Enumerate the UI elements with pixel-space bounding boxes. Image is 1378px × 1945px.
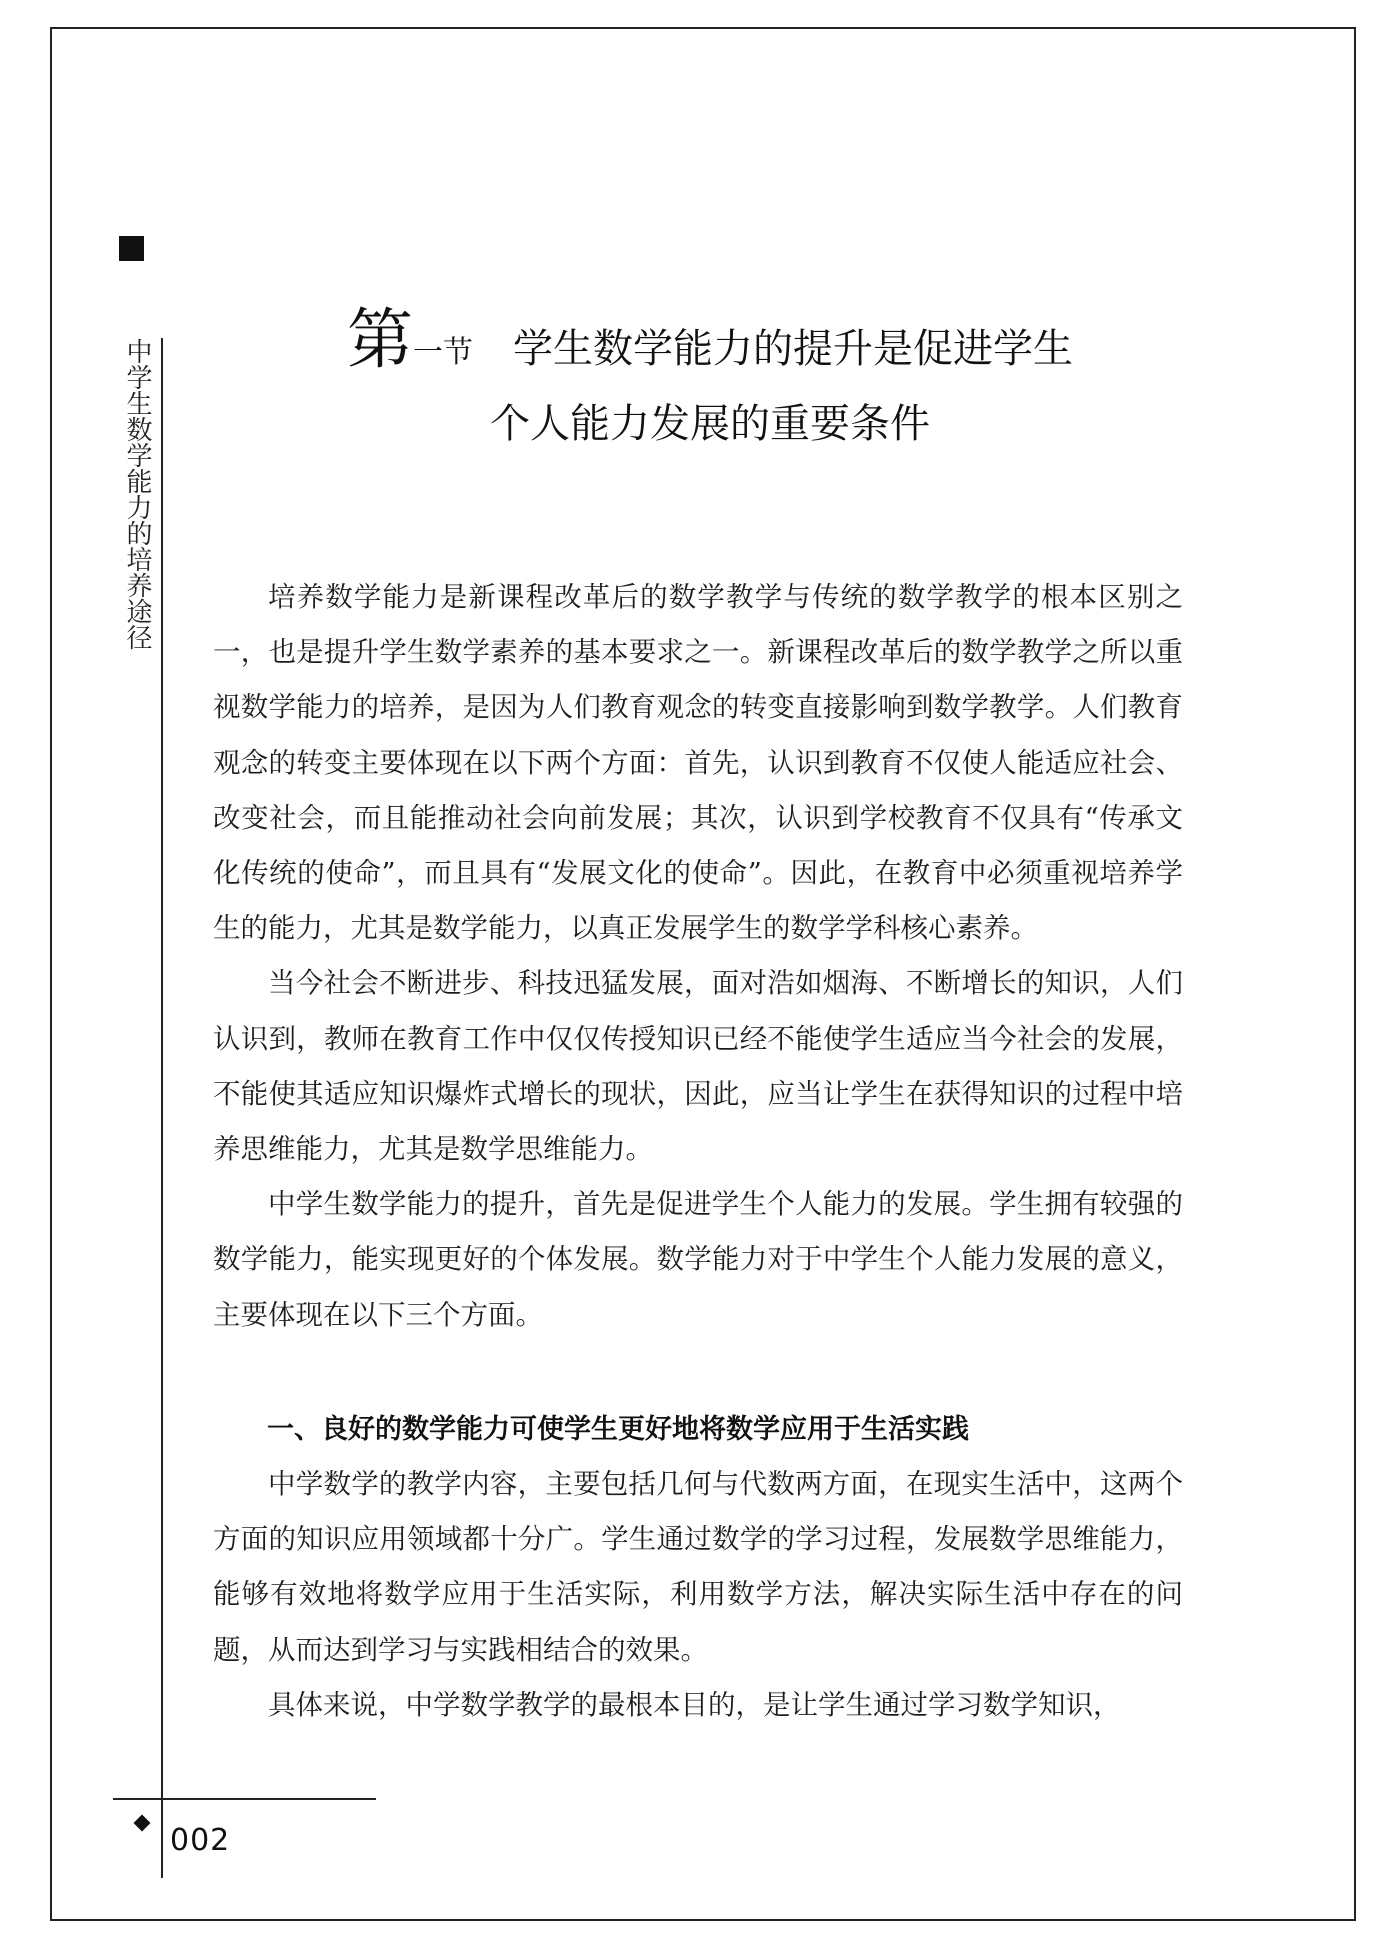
running-book-title: 中学生数学能力的培养途径 — [122, 338, 152, 650]
section-title-line2: 个人能力发展的重要条件 — [490, 401, 930, 447]
subsection-heading: 一、良好的数学能力可使学生更好地将数学应用于生活实践 — [267, 1413, 969, 1445]
section-heading-line1 — [210, 300, 1210, 380]
sidebar-vertical-rule — [161, 338, 163, 1878]
section-number-rest: 一节 — [413, 335, 473, 370]
body-paragraph: 培养数学能力是新课程改革后的数学教学与传统的数学教学的根本区别之一，也是提升学生数学素养的基本要求之一。新课程改革后的数学教学之所以重视数学能力的培养，是因为人们教育观念的转变直接影响到数学教学。人们教育观念的转变主要体现在以下两个方面：首先，认识到教育不仅使人能适应社会、改变社会，而且能推动社会向前发展；其次，认识到学校教育不仅具有“传承文化传统的使命”，而且具有“发展文化的使命”。因此，在教育中必须重视培养学生的能力，尤其是数学能力，以真正发展学生的数学学科核心素养。 — [213, 581, 1183, 945]
section-heading — [210, 300, 1210, 454]
body-paragraph: 具体来说，中学数学教学的最根本目的，是让学生通过学习数学知识， — [268, 1688, 1121, 1721]
corner-square-mark — [119, 236, 144, 261]
body-paragraph: 中学生数学能力的提升，首先是促进学生个人能力的发展。学生拥有较强的数学能力，能实现更好的个体发展。数学能力对于中学生个人能力发展的意义，主要体现在以下三个方面。 — [213, 1188, 1183, 1331]
footer-rule — [113, 1798, 376, 1800]
page-number: 002 — [170, 1823, 231, 1858]
body-paragraph: 中学数学的教学内容，主要包括几何与代数两方面，在现实生活中，这两个方面的知识应用领域都十分广。学生通过数学的学习过程，发展数学思维能力，能够有效地将数学应用于生活实际，利用数学方法，解决实际生活中存在的问题，从而达到学习与实践相结合的效果。 — [213, 1468, 1183, 1666]
section-number-large-char: 第 — [347, 301, 413, 378]
body-paragraph: 当今社会不断进步、科技迅猛发展，面对浩如烟海、不断增长的知识，人们认识到，教师在教育工作中仅仅传授知识已经不能使学生适应当今社会的发展，不能使其适应知识爆炸式增长的现状，因此，应当让学生在获得知识的过程中培养思维能力，尤其是数学思维能力。 — [213, 967, 1183, 1166]
section-title-line1: 学生数学能力的提升是促进学生 — [513, 326, 1073, 372]
body-text — [213, 570, 1183, 1733]
